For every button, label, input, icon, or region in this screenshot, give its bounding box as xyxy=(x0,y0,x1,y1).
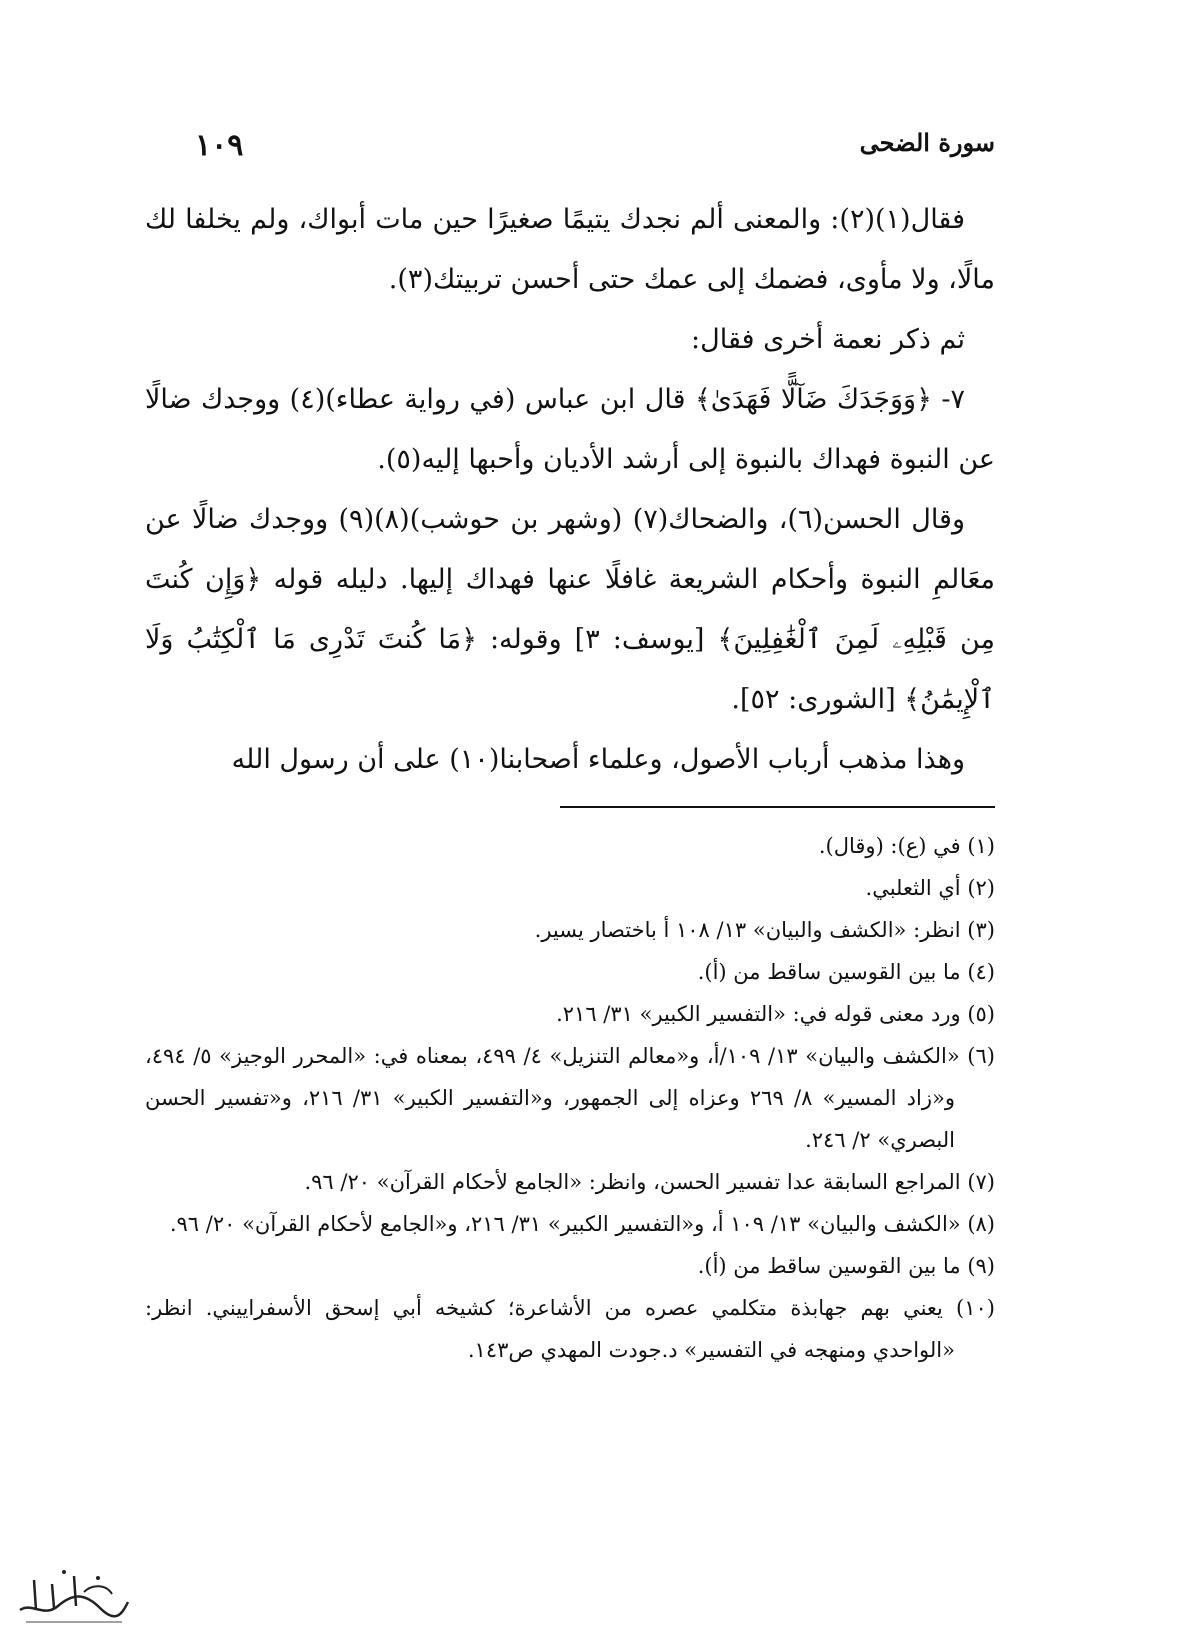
calligraphy-seal-icon xyxy=(14,1562,134,1632)
main-text xyxy=(145,190,995,790)
paragraph-4: وقال الحسن(٦)، والضحاك(٧) (وشهر بن حوشب)(٨)(٩) ووجدك ضالًا عن معَالمِ النبوة وأحكام الشريعة غافلًا عنها فهداك إليها. دليله قوله ﴿وَإِن كُنتَ مِن قَبْلِهِۦ لَمِنَ ٱلْغَٰفِلِينَ﴾ [يوسف: ٣] وقوله: ﴿مَا كُنتَ تَدْرِى مَا ٱلْكِتَٰبُ وَلَا ٱلْإِيمَٰنُ﴾ [الشورى: ٥٢]. xyxy=(145,504,996,715)
paragraph-3: ٧- ﴿وَوَجَدَكَ ضَآلًّا فَهَدَىٰ﴾ قال ابن عباس (في رواية عطاء)(٤) ووجدك ضالًا عن النبوة فهداك بالنبوة إلى أرشد الأديان وأحبها إليه(٥). xyxy=(145,384,995,475)
footnote: (١) في (ع): (وقال). xyxy=(818,834,995,858)
footnotes xyxy=(145,825,995,1371)
footnote: (٨) «الكشف والبيان» ١٣/ ١٠٩ أ، و«التفسير الكبير» ٣١/ ٢١٦، و«الجامع لأحكام القرآن» ٢٠/ ٩٦. xyxy=(169,1212,995,1236)
footnote: (٥) ورد معنى قوله في: «التفسير الكبير» ٣١/ ٢١٦. xyxy=(556,1002,995,1026)
paragraph-5: وهذا مذهب أرباب الأصول، وعلماء أصحابنا(١٠) على أن رسول الله xyxy=(231,744,965,775)
paragraph-2: ثم ذكر نعمة أخرى فقال: xyxy=(691,324,965,355)
footnote: (٩) ما بين القوسين ساقط من (أ). xyxy=(697,1254,995,1278)
page-number: ١٠٩ xyxy=(195,128,244,163)
footnote: (٢) أي الثعلبي. xyxy=(865,876,995,900)
footnote: (٧) المراجع السابقة عدا تفسير الحسن، وانظر: «الجامع لأحكام القرآن» ٢٠/ ٩٦. xyxy=(304,1170,995,1194)
paragraph-1: فقال(١)(٢): والمعنى ألم نجدك يتيمًا صغيرًا حين مات أبواك، ولم يخلفا لك مالًا، ولا مأوى، فضمك إلى عمك حتى أحسن تربيتك(٣). xyxy=(145,204,995,295)
footnote: (٦) «الكشف والبيان» ١٣/ ١٠٩/أ، و«معالم التنزيل» ٤/ ٤٩٩، بمعناه في: «المحرر الوجيز» ٥/ ٤٩٤، و«زاد المسير» ٨/ ٢٦٩ وعزاه إلى الجمهور، و«التفسير الكبير» ٣١/ ٢١٦، و«تفسير الحسن البصري» ٢/ ٢٤٦. xyxy=(145,1044,995,1152)
page-header xyxy=(195,128,995,168)
surah-title: سورة الضحى xyxy=(859,128,995,157)
footnote: (٣) انظر: «الكشف والبيان» ١٣/ ١٠٨ أ باختصار يسير. xyxy=(534,918,995,942)
footnote: (٤) ما بين القوسين ساقط من (أ). xyxy=(697,960,995,984)
footnote: (١٠) يعني بهم جهابذة متكلمي عصره من الأشاعرة؛ كشيخه أبي إسحق الأسفراييني. انظر: «الواحدي ومنهجه في التفسير» د.جودت المهدي ص١٤٣. xyxy=(145,1296,995,1362)
footnote-separator xyxy=(560,806,995,808)
